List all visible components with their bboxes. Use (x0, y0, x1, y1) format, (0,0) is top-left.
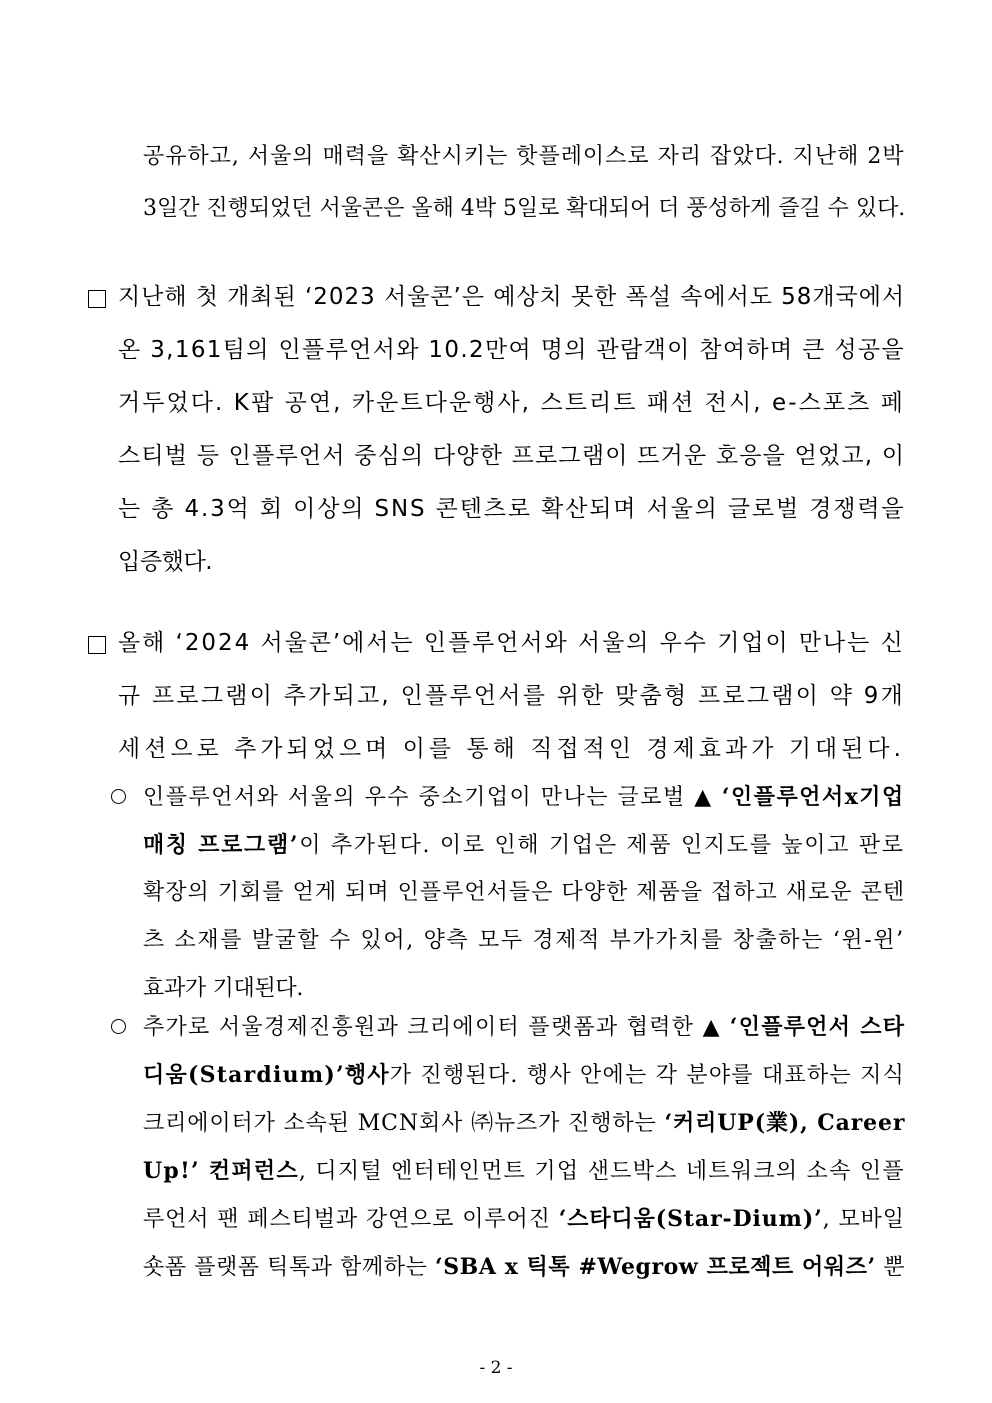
bullet2-line-6-tail: 뿐 (875, 1255, 906, 1280)
bullet2-line-1-bold: ▲ ‘인플루언서 스타 (702, 1014, 906, 1040)
bullet-circle-icon (111, 1019, 126, 1034)
bullet2-line-4-bold: Up!’ 컨퍼런스 (143, 1158, 299, 1184)
bullet-circle-icon (111, 789, 126, 804)
bullet1-line-1-bold: ▲ ‘인플루언서x기업 (694, 784, 905, 810)
bullet1-line-2-bold: 매칭 프로그램’ (143, 832, 300, 858)
bullet1-line-4: 츠 소재를 발굴할 수 있어, 양측 모두 경제적 부가가치를 창출하는 ‘윈-윈’ (143, 928, 905, 953)
section1-line-6: 입증했다. (118, 549, 213, 575)
bullet2-line-5-bold: ‘스타디움(Star-Dium)’ (558, 1206, 823, 1232)
bullet2-line-3 (143, 1112, 905, 1135)
bullet2-line-6-bold: ‘SBA x 틱톡 #Wegrow 프로젝트 어워즈’ (434, 1254, 876, 1280)
bullet1-line-5: 효과가 기대된다. (143, 976, 304, 1001)
section2-line-1: 올해 ‘2024 서울콘’에서는 인플루언서와 서울의 우수 기업이 만나는 신 (118, 630, 905, 656)
bullet2-line-2 (143, 1064, 905, 1087)
bullet2-line-6 (143, 1256, 905, 1279)
bullet2-line-2-bold: 디움(Stardium)’행사 (143, 1062, 390, 1088)
bullet2-line-3-text: 크리에이터가 소속된 MCN회사 ㈜뉴즈가 진행하는 (143, 1111, 665, 1136)
bullet2-line-5 (143, 1208, 905, 1231)
bullet2-line-5-tail: , 모바일 (822, 1207, 905, 1232)
bullet2-line-1-text: 추가로 서울경제진흥원과 크리에이터 플랫폼과 협력한 (143, 1015, 703, 1040)
page-number: - 2 - (479, 1358, 513, 1378)
bullet1-line-1 (143, 786, 905, 809)
checkbox-square-icon (88, 290, 106, 308)
bullet2-line-2-text: 가 진행된다. 행사 안에는 각 분야를 대표하는 지식 (389, 1063, 906, 1088)
bullet2-line-4-text: , 디지털 엔터테인먼트 기업 샌드박스 네트워크의 소속 인플 (298, 1159, 905, 1184)
bullet2-line-6-text: 숏폼 플랫폼 틱톡과 함께하는 (143, 1255, 435, 1280)
section1-line-2: 온 3,161팀의 인플루언서와 10.2만여 명의 관람객이 참여하며 큰 성공을 (118, 337, 905, 363)
bullet2-line-5-text: 루언서 팬 페스티벌과 강연으로 이루어진 (143, 1207, 559, 1232)
bullet1-line-3: 확장의 기회를 얻게 되며 인플루언서들은 다양한 제품을 접하고 새로운 콘텐 (143, 880, 906, 905)
section1-line-3: 거두었다. K팝 공연, 카운트다운행사, 스트리트 패션 전시, e-스포츠 페 (118, 390, 906, 416)
section1-line-4: 스티벌 등 인플루언서 중심의 다양한 프로그램이 뜨거운 호응을 얻었고, 이 (118, 443, 906, 469)
section1-line-1: 지난해 첫 개최된 ‘2023 서울콘’은 예상치 못한 폭설 속에서도 58개국에서 (118, 284, 906, 310)
bullet2-line-1 (143, 1016, 905, 1039)
intro-line-2: 3일간 진행되었던 서울콘은 올해 4박 5일로 확대되어 더 풍성하게 즐길 수 있다. (143, 196, 906, 221)
checkbox-square-icon (88, 636, 106, 654)
section2-line-2: 규 프로그램이 추가되고, 인플루언서를 위한 맞춤형 프로그램이 약 9개 (118, 683, 906, 709)
section1-line-5: 는 총 4.3억 회 이상의 SNS 콘텐츠로 확산되며 서울의 글로벌 경쟁력을 (118, 496, 906, 522)
bullet2-line-3-bold: ‘커리UP(業), Career (664, 1110, 906, 1136)
section2-line-3: 세션으로 추가되었으며 이를 통해 직접적인 경제효과가 기대된다. (118, 736, 906, 762)
intro-line-1: 공유하고, 서울의 매력을 확산시키는 핫플레이스로 자리 잡았다. 지난해 2박 (143, 144, 905, 169)
bullet1-line-1-text: 인플루언서와 서울의 우수 중소기업이 만나는 글로벌 (143, 785, 695, 810)
bullet1-line-2 (143, 834, 905, 857)
bullet2-line-4 (143, 1160, 905, 1183)
bullet1-line-2-text: 이 추가된다. 이로 인해 기업은 제품 인지도를 높이고 판로 (299, 833, 905, 858)
